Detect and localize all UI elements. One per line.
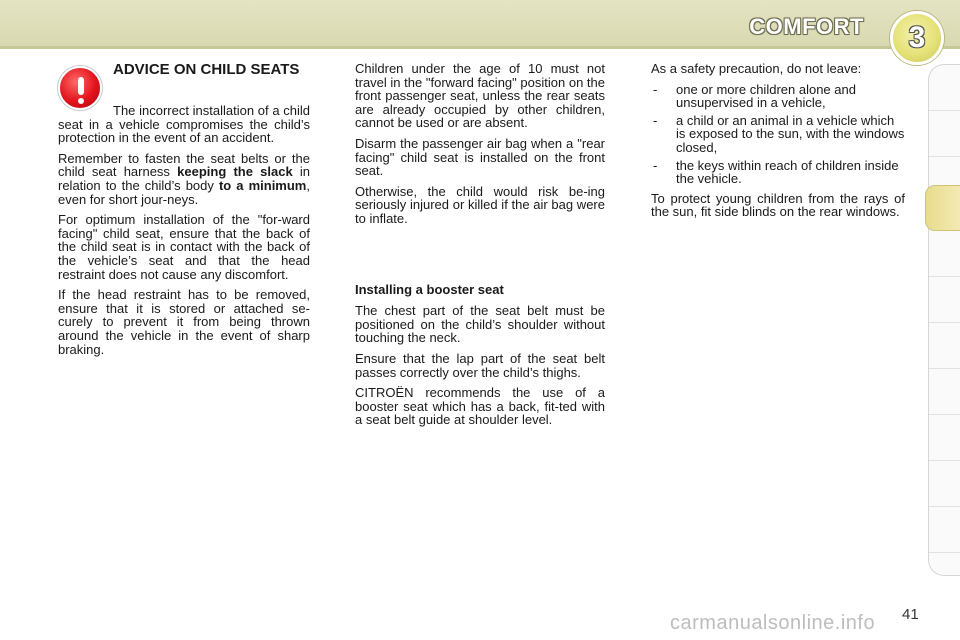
chapter-tab-10[interactable] <box>929 507 960 553</box>
watermark: carmanualsonline.info <box>670 612 876 634</box>
advice-paragraph-4: If the head restraint has to be removed, ensure that it is stored or attached se-curely to prevent it from being thrown around the vehicle in the event of sharp braking. <box>58 287 310 357</box>
emphasis-keeping-slack: keeping the slack <box>177 164 293 180</box>
chapter-tab-3-active[interactable] <box>925 185 960 231</box>
chapter-title: COMFORT <box>749 14 864 39</box>
emphasis-minimum: to a minimum <box>218 177 307 193</box>
list-item: - the keys within reach of children inside the vehicle. <box>651 159 905 186</box>
chapter-number-badge <box>890 11 944 65</box>
header-rule <box>0 46 960 49</box>
chapter-tab-7[interactable] <box>929 369 960 415</box>
advice-paragraph-2: Remember to fasten the seat belts or the child seat harness keeping the slack in relation to the child’s body to a minimum, even for short jour-neys. <box>58 150 310 207</box>
chapter-tab-8[interactable] <box>929 415 960 461</box>
section-title-advice: ADVICE ON CHILD SEATS <box>113 61 300 78</box>
page-number: 41 <box>902 606 919 623</box>
age-paragraph: Children under the age of 10 must not travel in the "forward facing" position on the front passenger seat, unless the rear seats are already occupied by other children, cannot be used or are absent. <box>355 61 605 131</box>
chapter-tab-1[interactable] <box>929 65 960 111</box>
column-3 <box>651 62 905 226</box>
precaution-list <box>651 83 905 186</box>
advice-paragraph-3: For optimum installation of the "for-ward facing" child seat, ensure that the back of the child seat is in contact with the back of the vehicle’s seat and that the head restraint does not cause any discomfort. <box>58 212 310 282</box>
chapter-tab-6[interactable] <box>929 323 960 369</box>
chapter-tab-4[interactable] <box>929 231 960 277</box>
booster-heading: Installing a booster seat <box>355 281 504 297</box>
booster-paragraph-2: Ensure that the lap part of the seat belt passes correctly over the child’s thighs. <box>355 350 605 380</box>
list-item: - one or more children alone and unsupervised in a vehicle, <box>651 83 905 110</box>
booster-paragraph-3: CITROËN recommends the use of a booster seat which has a back, fit-ted with a seat belt guide at shoulder level. <box>355 385 605 428</box>
advice-body <box>58 104 310 363</box>
chapter-tab-9[interactable] <box>929 461 960 507</box>
chapter-number: 3 <box>908 21 926 54</box>
column-2 <box>355 62 605 434</box>
sun-blind-paragraph: To protect young children from the rays of the sun, fit side blinds on the rear windows. <box>651 190 905 220</box>
chapter-tab-2[interactable] <box>929 111 960 157</box>
airbag-paragraph: Disarm the passenger air bag when a "rear facing" child seat is installed on the front seat. <box>355 135 605 179</box>
advice-paragraph-1: The incorrect installation of a child seat in a vehicle compromises the child’s protection in the event of an accident. <box>58 103 310 146</box>
chapter-tab-5[interactable] <box>929 277 960 323</box>
risk-paragraph: Otherwise, the child would risk be-ing seriously injured or killed if the air bag were to inflate. <box>355 183 605 226</box>
booster-paragraph-1: The chest part of the seat belt must be positioned on the child’s shoulder without touching the neck. <box>355 303 605 346</box>
precaution-intro: As a safety precaution, do not leave: <box>651 61 862 76</box>
chapter-tabs <box>928 64 960 576</box>
list-item: - a child or an animal in a vehicle which is exposed to the sun, with the windows closed, <box>651 114 905 155</box>
